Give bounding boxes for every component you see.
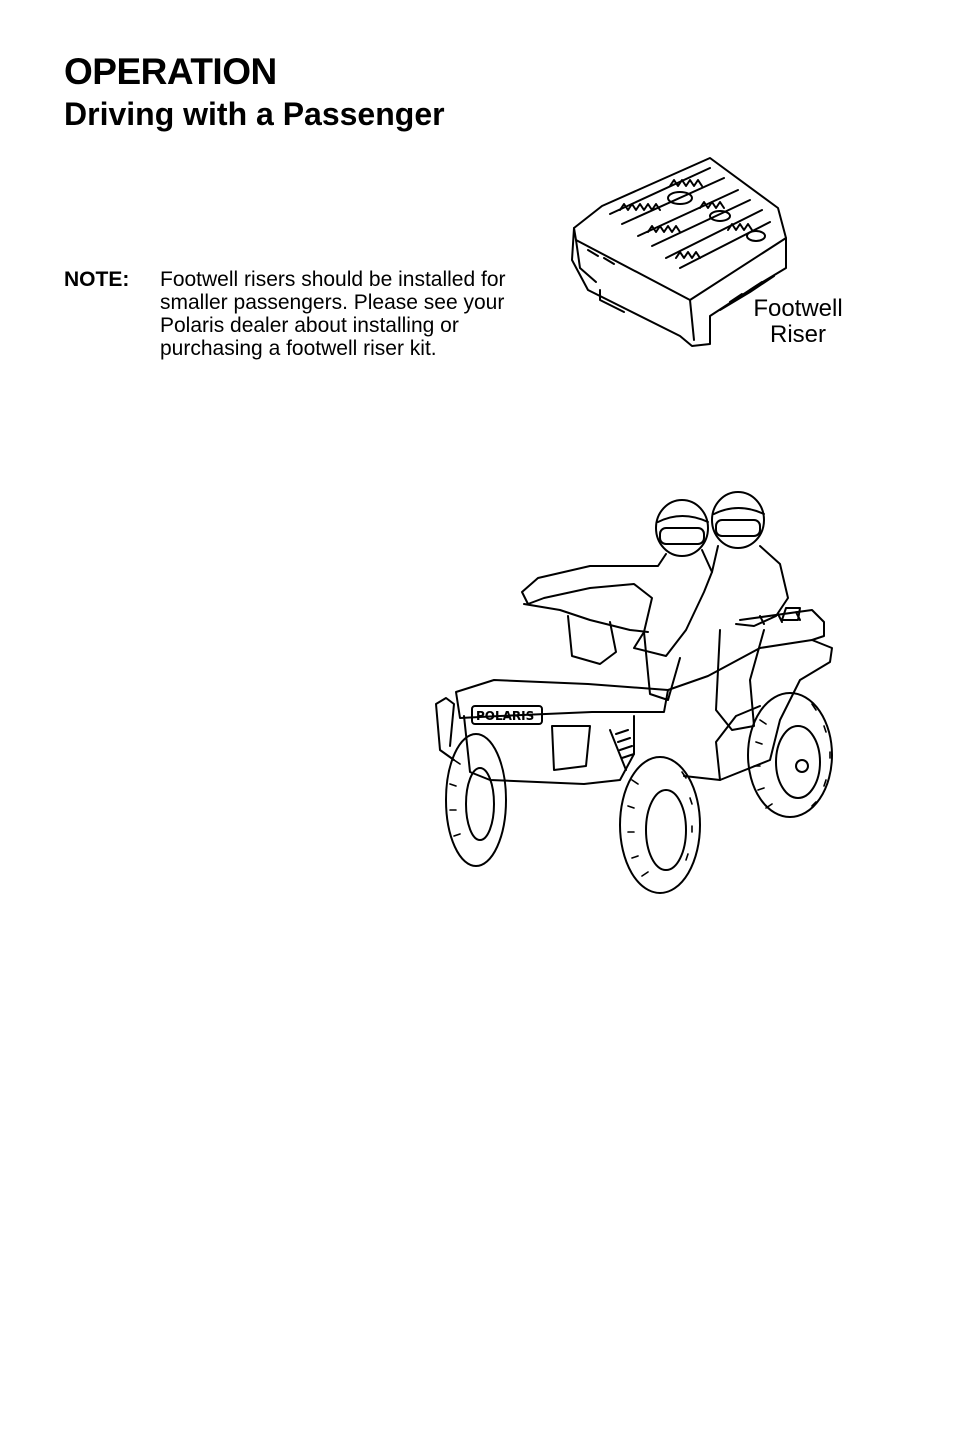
section-title: OPERATION — [64, 51, 277, 92]
note-label: NOTE: — [64, 268, 130, 291]
riser-caption-line-1: Footwell — [753, 295, 843, 322]
footwell-riser-caption — [740, 296, 856, 348]
subsection-title: Driving with a Passenger — [64, 96, 445, 132]
riser-caption-line-2: Riser — [769, 321, 826, 348]
atv-passenger-illustration — [420, 480, 850, 900]
atv-brand-mark: POLARIS — [476, 709, 535, 723]
note-text: Footwell risers should be installed for smaller passengers. Please see your Polaris dealer about installing or purchasing a footwell riser kit. — [160, 268, 506, 360]
